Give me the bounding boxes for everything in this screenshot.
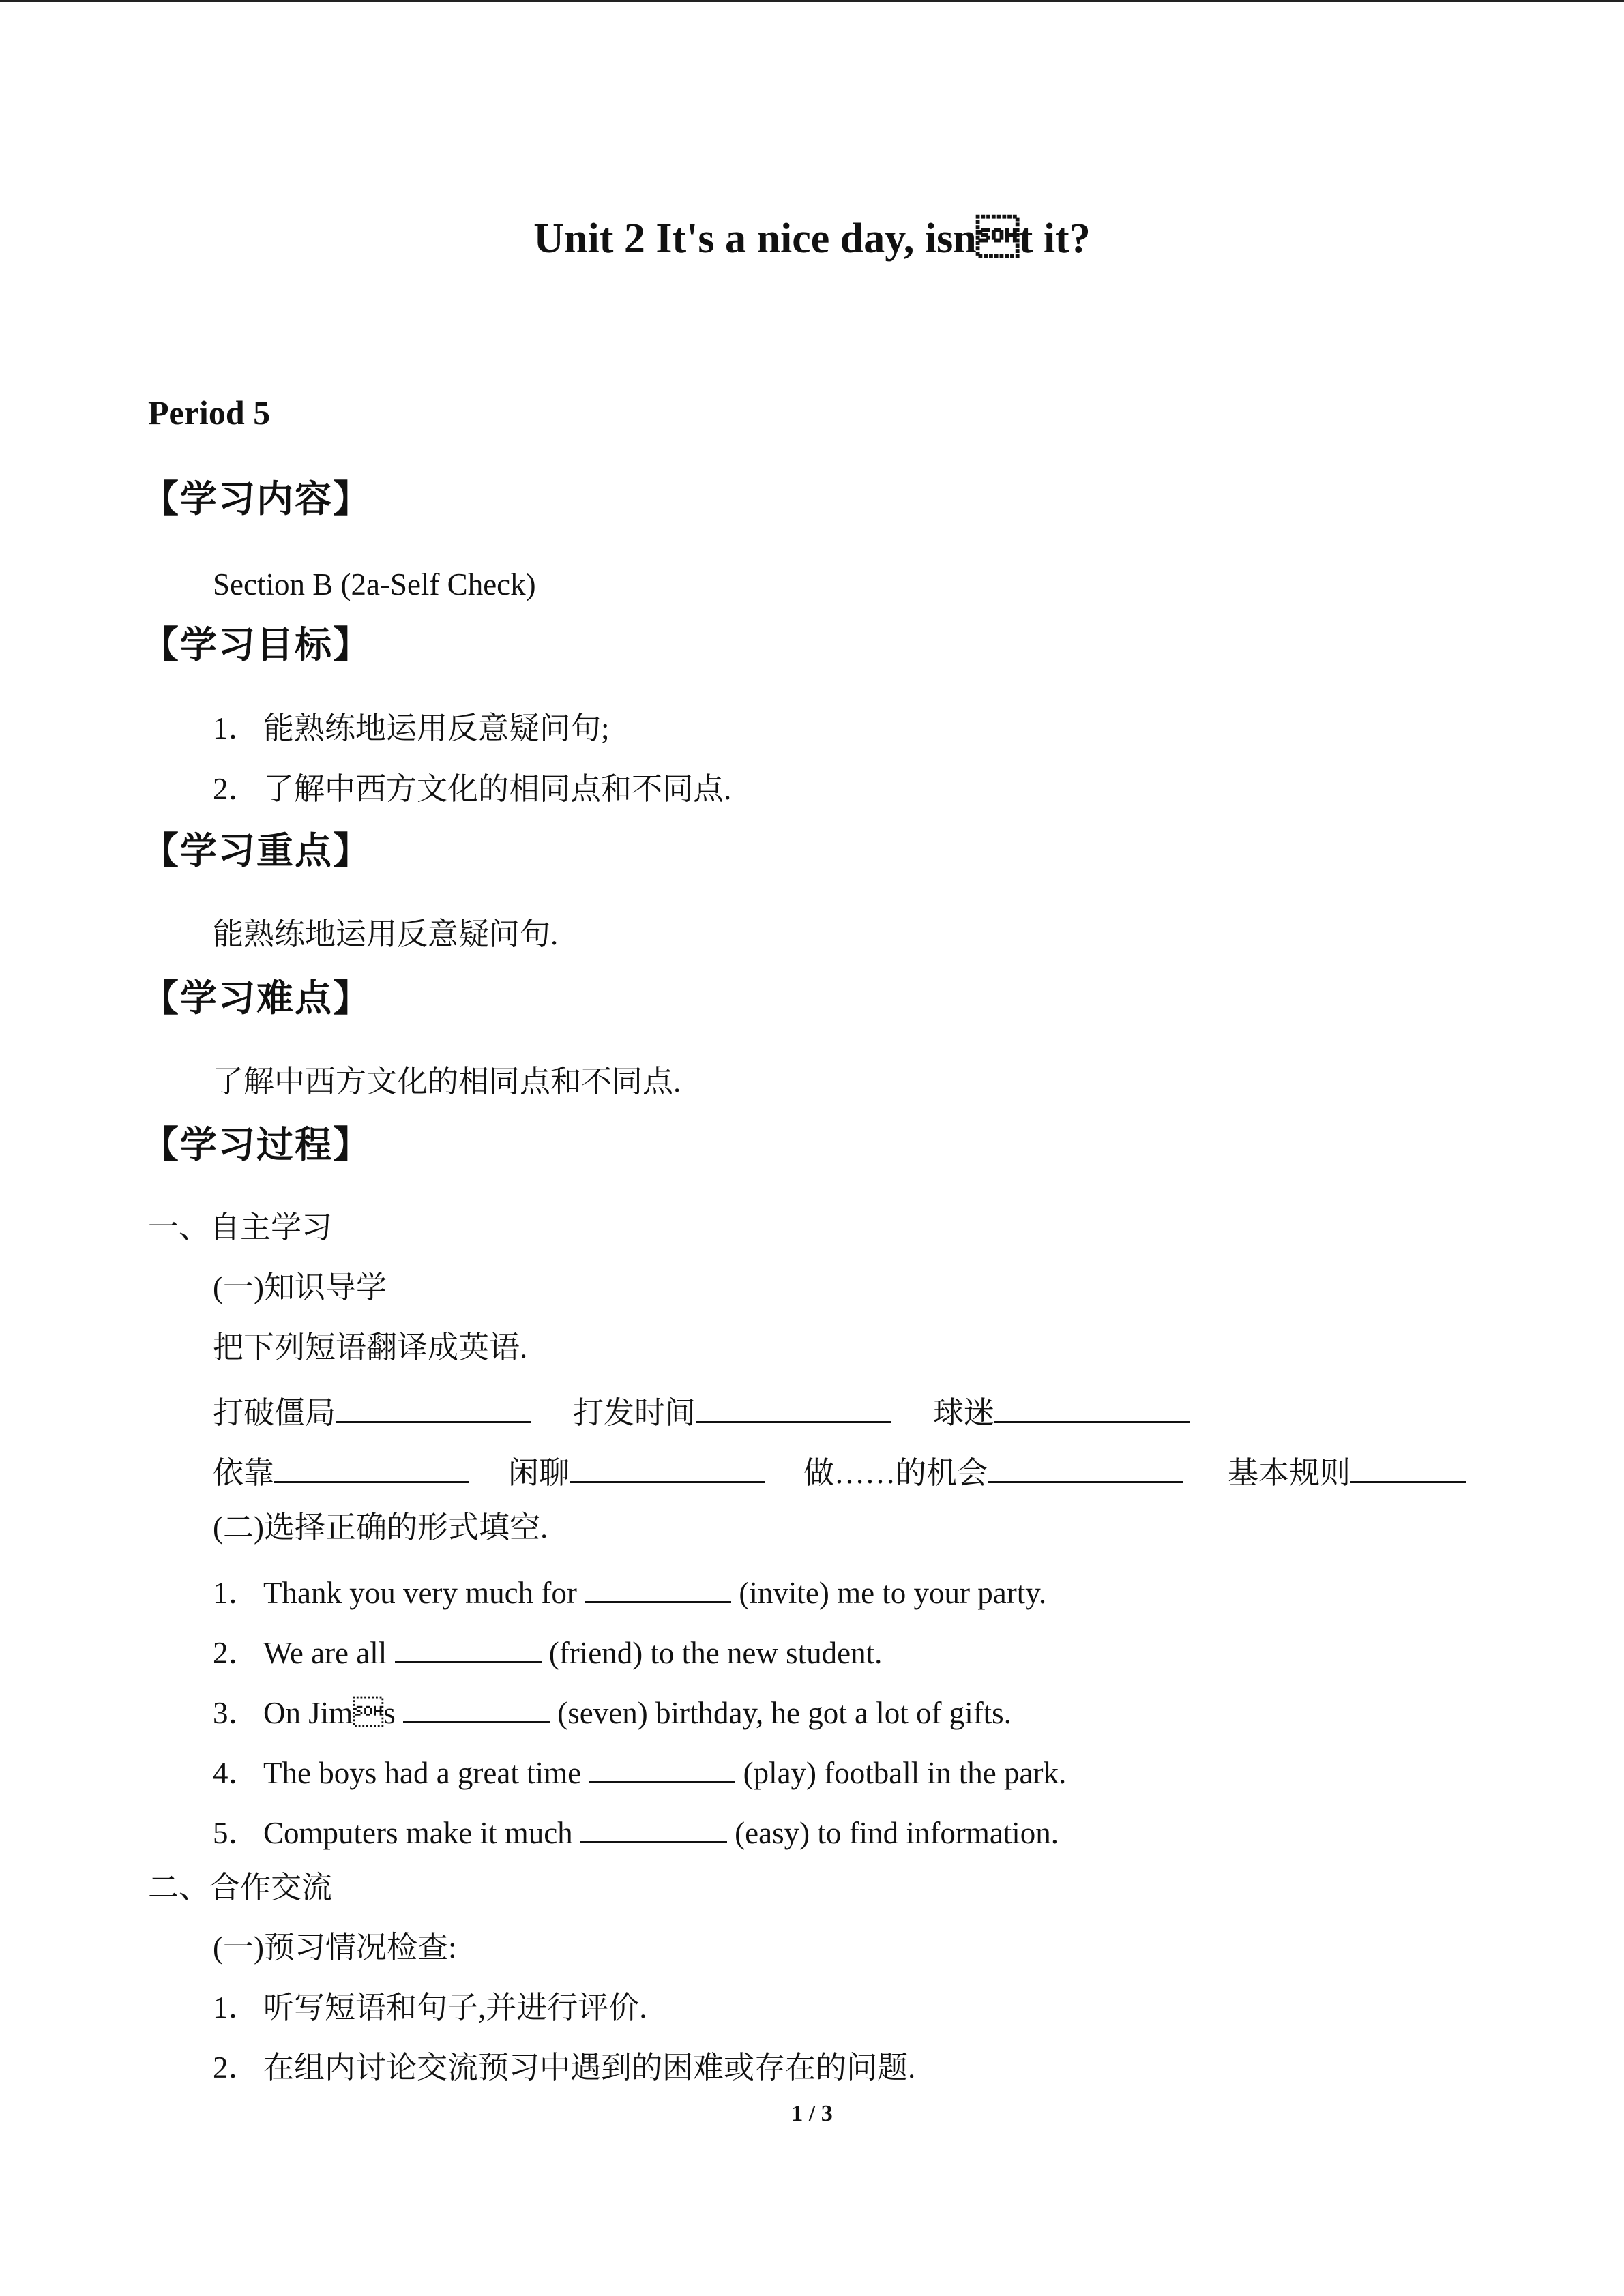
heading-key-points: 【学习重点】 (142, 829, 371, 872)
key-points-text: 能熟练地运用反意疑问句. (213, 917, 559, 951)
heading-goals: 【学习目标】 (142, 623, 371, 666)
phrase-item (508, 1446, 765, 1495)
phrase-text: 打发时间 (573, 1396, 696, 1430)
phrase-text: 基本规则 (1228, 1456, 1351, 1490)
fill-text-after: (seven) birthday, he got a lot of gifts. (557, 1696, 1012, 1730)
phrase-item (213, 1446, 469, 1495)
fill-item (213, 1746, 1066, 1795)
top-border-rule (0, 0, 1624, 2)
fill-item (213, 1686, 1012, 1735)
answer-blank (1350, 1446, 1466, 1483)
difficulties-text: 了解中西方文化的相同点和不同点. (213, 1064, 681, 1099)
heading-process: 【学习过程】 (142, 1123, 371, 1166)
check-item (213, 1986, 647, 2029)
goal-number: 1． (213, 711, 259, 745)
part2-sub1-title: (一)预习情况检查: (213, 1930, 457, 1965)
check-number: 1． (213, 1991, 259, 2025)
fill-text-after: (easy) to find information. (735, 1816, 1059, 1850)
fill-item (213, 1806, 1059, 1855)
part2-title: 二、合作交流 (148, 1870, 333, 1905)
fill-number: 5． (213, 1816, 259, 1850)
phrase-item (803, 1446, 1183, 1495)
fill-item (213, 1626, 882, 1675)
fill-text-before: Computers make it much (263, 1816, 573, 1850)
fill-text-after: (play) football in the park. (743, 1756, 1067, 1790)
goal-text: 了解中西方文化的相同点和不同点. (263, 772, 732, 806)
fill-text-after: (friend) to the new student. (548, 1636, 883, 1670)
content-text: Section B (2a-Self Check) (213, 567, 536, 601)
phrase-item (213, 1386, 531, 1435)
phrase-item (1228, 1446, 1466, 1495)
answer-blank (403, 1686, 550, 1723)
period-label: Period 5 (148, 393, 271, 432)
page-number: 1 / 3 (791, 2101, 833, 2126)
phrase-text: 依靠 (213, 1456, 275, 1490)
answer-blank (696, 1386, 891, 1423)
heading-difficulties: 【学习难点】 (142, 976, 371, 1019)
part1-sub1-instruction: 把下列短语翻译成英语. (213, 1330, 528, 1365)
phrase-item (933, 1386, 1190, 1435)
fill-number: 4． (213, 1756, 259, 1790)
fill-text-before: We are all (263, 1636, 387, 1670)
phrase-text: 打破僵局 (213, 1396, 336, 1430)
fill-item (213, 1566, 1046, 1615)
answer-blank (274, 1446, 469, 1483)
goal-number: 2． (213, 772, 259, 806)
answer-blank (589, 1746, 735, 1783)
goal-item (213, 767, 731, 811)
answer-blank (988, 1446, 1183, 1483)
phrase-text: 做……的机会 (803, 1456, 988, 1490)
check-text: 听写短语和句子,并进行评价. (263, 1991, 647, 2025)
fill-number: 1． (213, 1576, 259, 1610)
answer-blank (395, 1626, 542, 1663)
answer-blank (570, 1446, 765, 1483)
part1-title: 一、自主学习 (148, 1210, 333, 1244)
goal-text: 能熟练地运用反意疑问句; (263, 711, 610, 745)
fill-number: 2． (213, 1636, 259, 1670)
phrase-item (573, 1386, 891, 1435)
goal-item (213, 706, 610, 750)
answer-blank (580, 1806, 727, 1843)
answer-blank (994, 1386, 1190, 1423)
check-item (213, 2046, 915, 2089)
fill-text-before: The boys had a great time (263, 1756, 582, 1790)
document-title: Unit 2 It's a nice day, isnt it? (533, 215, 1091, 262)
heading-content: 【学习内容】 (142, 477, 371, 520)
check-number: 2． (213, 2051, 259, 2085)
part1-sub2-title: (二)选择正确的形式填空. (213, 1510, 548, 1545)
fill-number: 3． (213, 1696, 259, 1730)
answer-blank (585, 1566, 731, 1603)
part1-sub1-title: (一)知识导学 (213, 1270, 387, 1304)
fill-text-before: On Jims (263, 1696, 396, 1730)
phrase-text: 闲聊 (508, 1456, 570, 1490)
fill-text-before: Thank you very much for (263, 1576, 577, 1610)
check-text: 在组内讨论交流预习中遇到的困难或存在的问题. (263, 2051, 916, 2085)
answer-blank (336, 1386, 531, 1423)
fill-text-after: (invite) me to your party. (739, 1576, 1047, 1610)
phrase-text: 球迷 (933, 1396, 995, 1430)
